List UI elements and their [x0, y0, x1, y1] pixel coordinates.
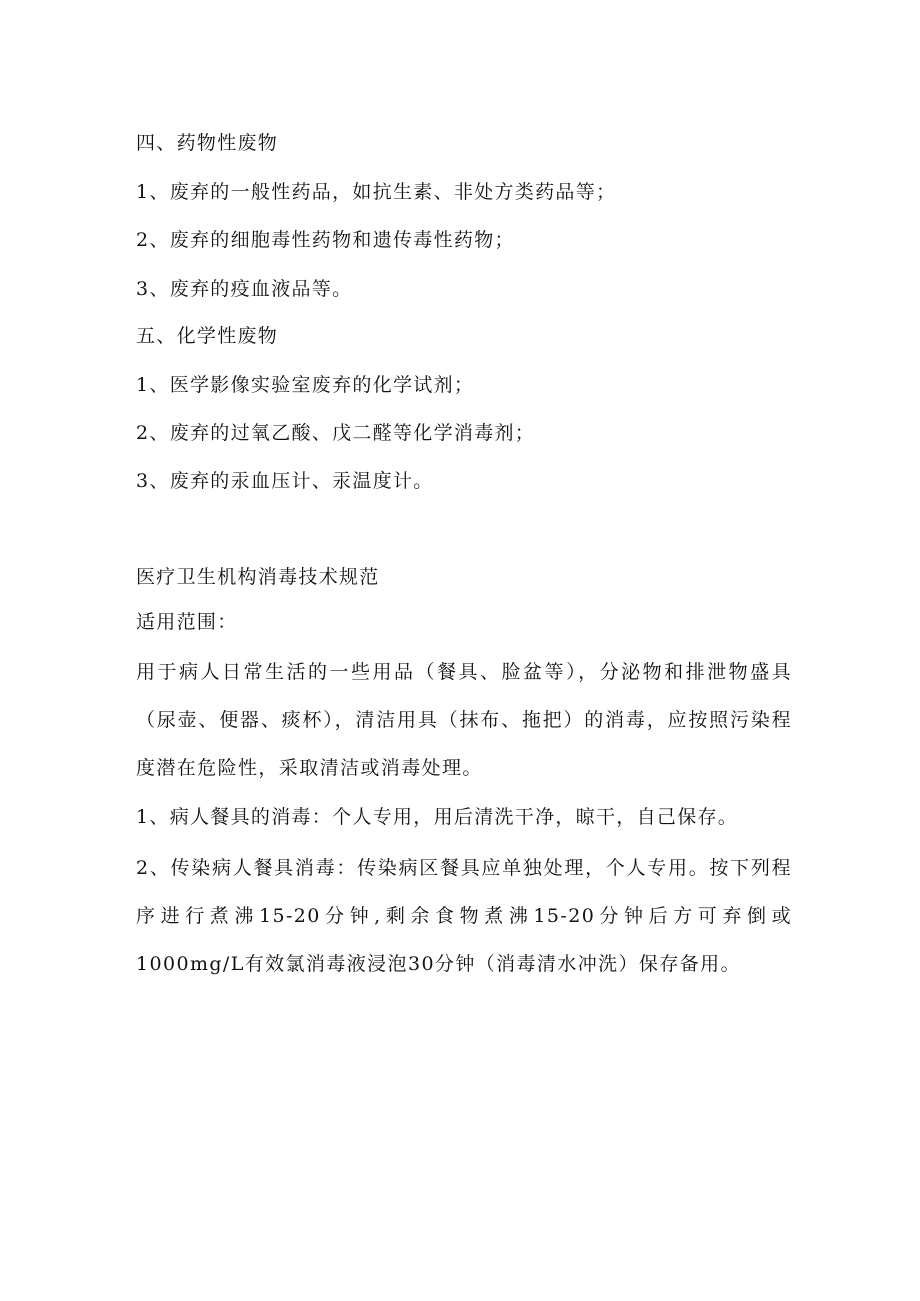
list-item: 1、医学影像实验室废弃的化学试剂； — [136, 374, 475, 396]
list-item: 1、废弃的一般性药品，如抗生素、非处方类药品等； — [136, 181, 617, 203]
list-item: 1、病人餐具的消毒：个人专用，用后清洗干净，晾干，自己保存。 — [136, 806, 739, 828]
section-heading-pharmaceutical-waste: 四、药物性废物 — [136, 132, 279, 154]
scope-label: 适用范围： — [136, 611, 238, 633]
list-item: 2、废弃的过氧乙酸、戊二醛等化学消毒剂； — [136, 422, 536, 444]
list-item: 3、废弃的汞血压计、汞温度计。 — [136, 470, 434, 492]
scope-paragraph: 用于病人日常生活的一些用品（餐具、脸盆等），分泌物和排泄物盛具（尿壶、便器、痰杯），清洁用具（抹布、拖把）的消毒，应按照污染程度潜在危险性，采取清洁或消毒处理。 — [136, 661, 792, 779]
list-item: 3、废弃的疫血液品等。 — [136, 278, 353, 300]
section-heading-chemical-waste: 五、化学性废物 — [136, 325, 279, 347]
list-item: 2、废弃的细胞毒性药物和遗传毒性药物； — [136, 229, 515, 251]
disinfection-procedure-paragraph: 2、传染病人餐具消毒：传染病区餐具应单独处理，个人专用。按下列程序进行煮沸15-20分钟,剩余食物煮沸15-20分钟后方可弃倒或1000mg/L有效氯消毒液浸泡30分钟（消毒清水冲洗）保存备用。 — [136, 857, 792, 975]
document-title: 医疗卫生机构消毒技术规范 — [136, 566, 380, 588]
